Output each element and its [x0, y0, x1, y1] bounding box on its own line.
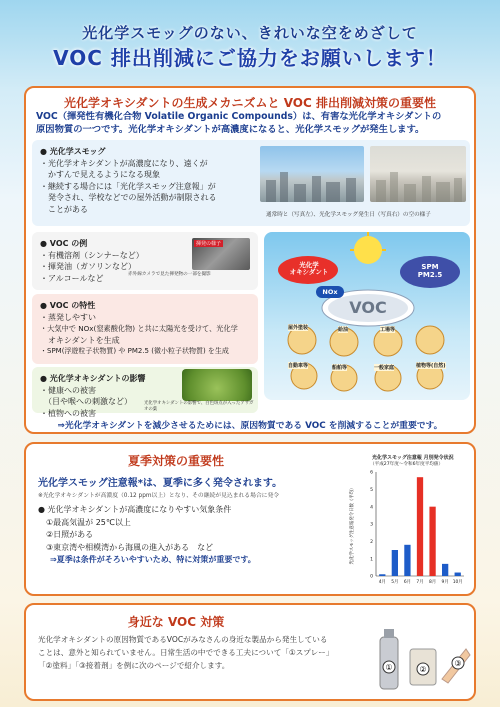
advisory-chart	[342, 452, 470, 590]
header-subtitle: 光化学スモッグのない、きれいな空をめざして	[82, 24, 418, 42]
smog-list	[40, 146, 216, 215]
voc-example-item: ・揮発油（ガソリンなど）	[40, 262, 136, 271]
chart-ylabel: 光化学スモッグ注意報発令日数（平均）	[350, 485, 355, 565]
effect-item: ・健康への被害	[40, 385, 96, 395]
voc-trait-item: ・大気中で NOx(窒素酸化物) と共に太陽光を受けて、光化学	[40, 324, 238, 333]
effect-item: （目や喉への刺激など）	[40, 397, 132, 406]
smog-item: かすんで見えるようになる現象	[40, 170, 160, 179]
voc-diagram	[264, 232, 470, 400]
y-tick-label: 1	[370, 557, 373, 563]
voc-example-item: ・有機溶剤（シンナーなど）	[40, 250, 144, 260]
chart-plot	[342, 452, 470, 590]
familiar-line: ことは、意外と知られていません。日常生活の中でできる工夫について「①スプレー」	[38, 648, 334, 657]
photo-caption: 通常時と（写真左）、光化学スモッグ発生日（写真右）の空の様子	[266, 212, 431, 218]
badge-3: ③	[454, 659, 462, 668]
sun-icon	[354, 236, 382, 264]
x-tick-label: 10月	[452, 580, 463, 585]
familiar-line: 光化学オキシダントの原因物質であるVOCがみなさんの身近な製品から発生している	[38, 635, 328, 644]
mechanism-conclusion: ⇒光化学オキシダントを減少させるためには、原因物質である VOC を削減することが重要です。	[57, 421, 443, 431]
condition-item: ①最高気温が 25℃以上	[38, 517, 131, 527]
spm-label: SPM PM2.5	[417, 263, 443, 279]
familiar-title: 身近な VOC 対策	[127, 615, 225, 629]
leaf-caption: 光化学オキシダントの影響で、白色斑点が入ったアサガオの葉	[144, 401, 254, 412]
effect-item: ・植物への被害	[40, 408, 96, 418]
infrared-label: 揮発の様子	[196, 241, 222, 247]
source-label: 屋外塗装	[288, 325, 309, 331]
summer-conclusion: ⇒夏季は条件がそろいやすいため、特に対策が重要です。	[50, 555, 256, 564]
summer-note: ※光化学オキシダントが高濃度（0.12 ppm以上）となり、その継続が見込まれる場合に発令	[38, 493, 280, 499]
summer-title: 夏季対策の重要性	[127, 454, 224, 468]
source-label: 給油	[338, 327, 349, 333]
familiar-voc-panel	[24, 603, 476, 701]
badge-1: ①	[385, 663, 393, 672]
badge-2: ②	[419, 665, 427, 674]
effects-title: ● 光化学オキシダントの影響	[40, 374, 146, 383]
voc-example-item: ・アルコールなど	[40, 273, 104, 283]
x-tick-label: 8月	[428, 580, 437, 585]
y-tick-label: 2	[370, 539, 373, 545]
familiar-body	[38, 633, 368, 672]
voc-traits-title: ● VOC の特性	[40, 301, 96, 310]
effects-list	[40, 373, 145, 419]
source-label: 自動車等	[288, 363, 309, 369]
source-label: 一般家庭	[374, 365, 395, 371]
leaf-photo	[182, 369, 252, 401]
x-tick-label: 5月	[391, 580, 399, 585]
chart-subtitle: （平成27年度～令和6年度平均値）	[370, 462, 444, 467]
summer-conditions	[38, 504, 256, 567]
source-label: 工場等	[380, 327, 396, 333]
voc-traits-list	[40, 300, 238, 358]
mechanism-lead-1: VOC（揮発性有機化合物 Volatile Organic Compounds）は、有害な光化学オキシダントの	[36, 111, 442, 122]
condition-item: ③東京湾や相模湾から海風の進入がある など	[38, 542, 214, 552]
voc-trait-item: ・蒸発しやすい	[40, 312, 96, 322]
voc-examples-box	[32, 232, 258, 290]
y-tick-label: 4	[370, 505, 373, 511]
source-label: 船舶等	[332, 365, 348, 371]
voc-examples-title: ● VOC の例	[40, 239, 88, 248]
condition-item: ● 光化学オキシダントが高濃度になりやすい気象条件	[38, 505, 232, 514]
smog-item: ことがある	[40, 204, 88, 214]
smog-sky-photo	[370, 146, 466, 202]
header-title: VOC 排出削減にご協力をお願いします！	[53, 46, 447, 70]
voc-trait-item: オキシダントを生成	[40, 335, 120, 345]
smog-item: ・光化学オキシダントが高濃度になり、遠くが	[40, 158, 208, 168]
y-tick-label: 3	[370, 522, 373, 528]
bar	[429, 507, 435, 576]
voc-trait-item: ・SPM(浮遊粒子状物質) や PM2.5 (微小粒子状物質) を生成	[40, 347, 229, 355]
clear-sky-photo	[260, 146, 364, 202]
familiar-line: 「②塗料」「③接着剤」を例に次のページで紹介します。	[38, 661, 230, 670]
x-tick-label: 6月	[403, 580, 412, 585]
smog-title: ● 光化学スモッグ	[40, 147, 106, 156]
bar	[379, 574, 385, 576]
bar	[417, 477, 423, 576]
y-tick-label: 6	[370, 470, 373, 476]
mechanism-lead-2: 原因物質の一つです。光化学オキシダントが高濃度になると、光化学スモッグが発生します。	[36, 124, 425, 135]
bar	[392, 550, 398, 576]
voc-traits-box	[32, 294, 258, 364]
nox-label: NOx	[322, 288, 338, 296]
x-tick-label: 7月	[416, 580, 424, 585]
source-label: 植物等(自然)	[416, 363, 446, 369]
y-tick-label: 5	[370, 487, 373, 493]
summer-panel	[24, 442, 476, 596]
effects-box	[32, 367, 258, 418]
header	[0, 0, 500, 80]
mechanism-title: 光化学オキシダントの生成メカニズムと VOC 排出削減対策の重要性	[64, 96, 436, 110]
condition-item: ②日照がある	[38, 530, 94, 539]
smog-item: ・継続する場合には「光化学スモッグ注意報」が	[40, 181, 216, 191]
bar	[442, 564, 448, 576]
products-illustration	[366, 619, 474, 699]
smog-item: 発令され、学校などでの屋外活動が制限される	[40, 193, 217, 202]
x-tick-label: 4月	[378, 580, 386, 585]
infrared-caption: 赤外線カメラで見た揮発物の一部を撮影	[128, 272, 211, 277]
x-tick-label: 9月	[441, 580, 449, 585]
bar	[455, 573, 461, 576]
y-tick-label: 0	[370, 574, 373, 580]
summer-lead: 光化学スモッグ注意報*は、夏季に多く発令されます。	[38, 478, 283, 489]
bar	[404, 545, 410, 576]
infrared-photo	[192, 238, 250, 270]
voc-label: VOC	[349, 298, 387, 317]
oxidant-label: 光化学 オキシダント	[289, 261, 329, 276]
chart-title: 光化学スモッグ注意報 月別発令状況	[372, 455, 454, 461]
mechanism-panel	[24, 86, 476, 434]
